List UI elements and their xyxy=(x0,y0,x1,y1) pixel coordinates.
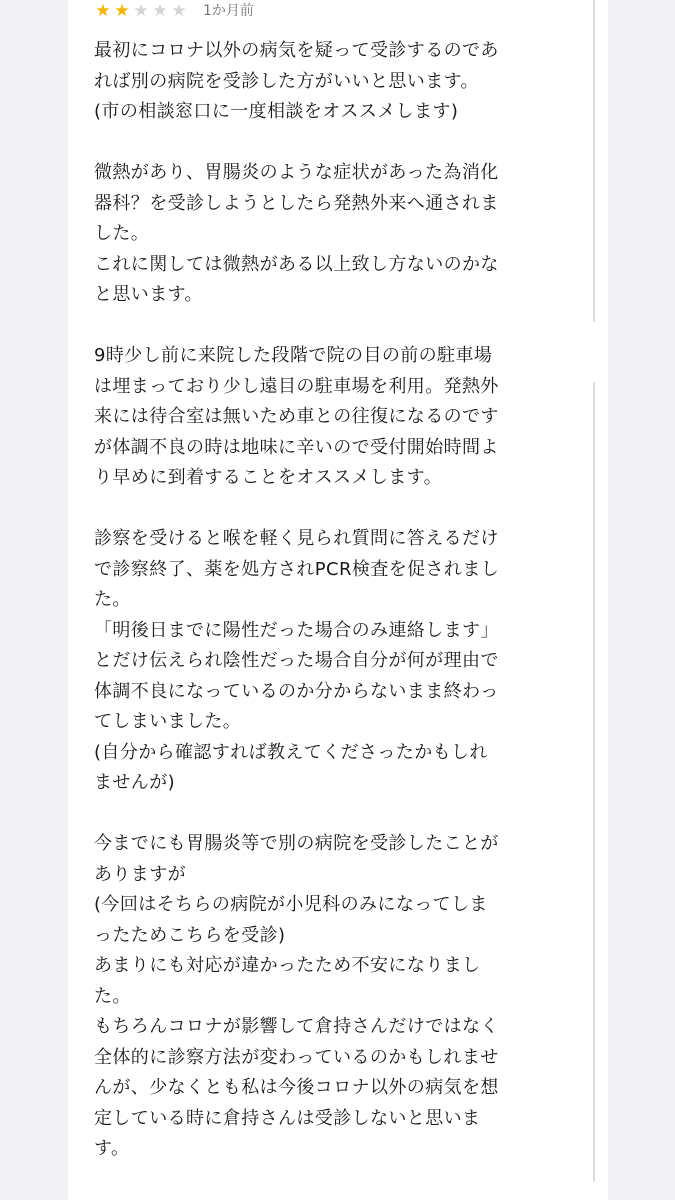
review-paragraph: 今までにも胃腸炎等で別の病院を受診したことが ありますが (今回はそちらの病院が小児科のみになってしま ったためこちらを受診) あまりにも対応が違かったため不安になりまし た。 もちろんコロナが影響して倉持さんだけではなく 全体的に診察方法が変わっているのかもしれませ んが、少なくとも私は今後コロナ以外の病気を想 定している時に倉持さんは受診しないと思いま す。 xyxy=(94,833,499,1159)
review-paragraph: 微熱があり、胃腸炎のような症状があった為消化 器科？を受診しようとしたら発熱外来へ通されま した。 これに関しては微熱がある以上致し方ないのかな と思います。 xyxy=(94,162,499,305)
star-rating xyxy=(94,1,188,21)
review-paragraph: 9時少し前に来院した段階で院の目の前の駐車場 は埋まっており少し遠目の駐車場を利用。発熱外 来には待合室は無いため車との往復になるのです が体調不良の時は地味に辛いので受付開始時間よ り早めに到着することをオススメします。 xyxy=(94,345,499,488)
scrollbar-track[interactable] xyxy=(593,0,595,322)
star-empty-icon: ★ xyxy=(152,1,168,21)
star-filled-icon: ★ xyxy=(114,1,130,21)
review-date: 1か月前 xyxy=(203,3,254,19)
review-paragraph: 診察を受けると喉を軽く見られ質問に答えるだけ で診察終了、薬を処方されPCR検査を促されまし た。 「明後日までに陽性だった場合のみ連絡します」 とだけ伝えられ陰性だった場合自分が何が理由で 体調不良になっているのか分からないまま終わっ てしまいました。 (自分から確認すれば教えてくださったかもしれ ませんが) xyxy=(94,528,500,793)
scrollbar-track[interactable] xyxy=(593,382,595,1182)
star-filled-icon: ★ xyxy=(95,1,111,21)
review-paragraph: 最初にコロナ以外の病気を疑って受診するのであ れば別の病院を受診した方がいいと思います。 (市の相談窓口に一度相談をオススメします) xyxy=(94,40,499,122)
star-empty-icon: ★ xyxy=(133,1,149,21)
star-empty-icon: ★ xyxy=(171,1,187,21)
review-body xyxy=(94,36,584,1165)
review-header xyxy=(94,0,254,22)
